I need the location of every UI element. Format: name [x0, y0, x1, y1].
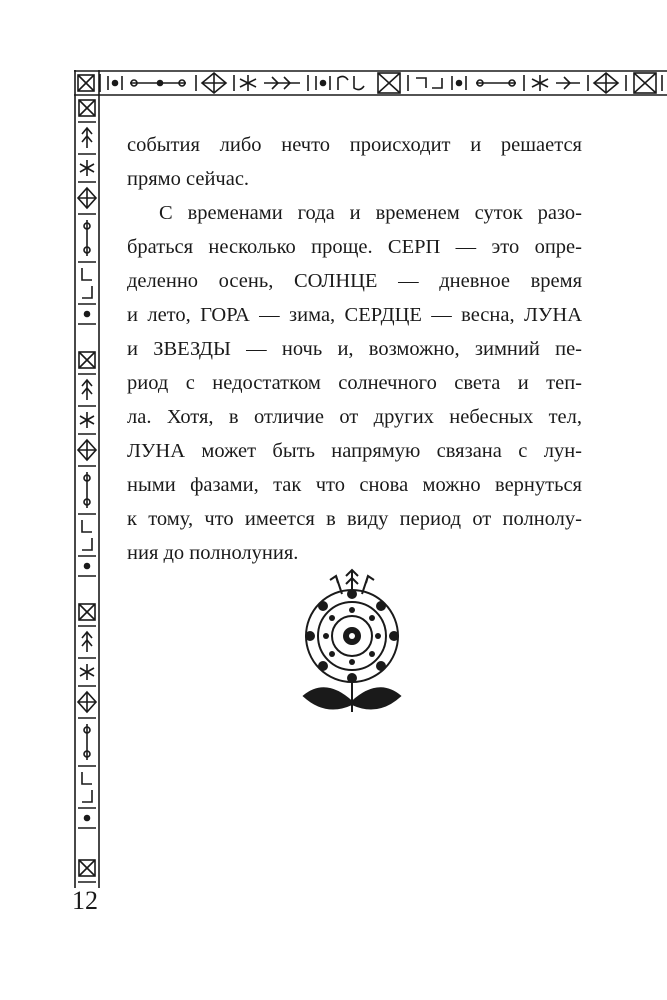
- folk-flower-icon: [296, 566, 408, 714]
- text-line: события либо нечто происходит и решается: [127, 134, 582, 156]
- text-line: ЛУНА может быть напрямую связана с лун-: [127, 440, 582, 462]
- text-line: деленно осень, СОЛНЦЕ — дневное время: [127, 270, 582, 292]
- text-line: и ЗВЕЗДЫ — ночь и, возможно, зимний пе-: [127, 338, 582, 360]
- text-line: ла. Хотя, в отличие от других небесных тел,: [127, 406, 582, 428]
- page-number: 12: [72, 886, 98, 915]
- top-ornament-border-icon: [74, 70, 667, 96]
- text-line: к тому, что имеется в виду период от полнолу-: [127, 508, 582, 530]
- text-line: браться несколько проще. СЕРП — это опре-: [127, 236, 582, 258]
- text-line: ния до полнолуния.: [127, 542, 299, 564]
- text-line: и лето, ГОРА — зима, СЕРДЦЕ — весна, ЛУНА: [127, 304, 582, 326]
- text-line: риод с недостатком солнечного света и теп-: [127, 372, 582, 394]
- text-line: С временами года и временем суток разо-: [159, 202, 582, 224]
- text-line: прямо сейчас.: [127, 168, 250, 190]
- text-line: ными фазами, так что снова можно вернуться: [127, 474, 582, 496]
- body-text: [127, 128, 582, 570]
- left-ornament-border-icon: [74, 70, 100, 888]
